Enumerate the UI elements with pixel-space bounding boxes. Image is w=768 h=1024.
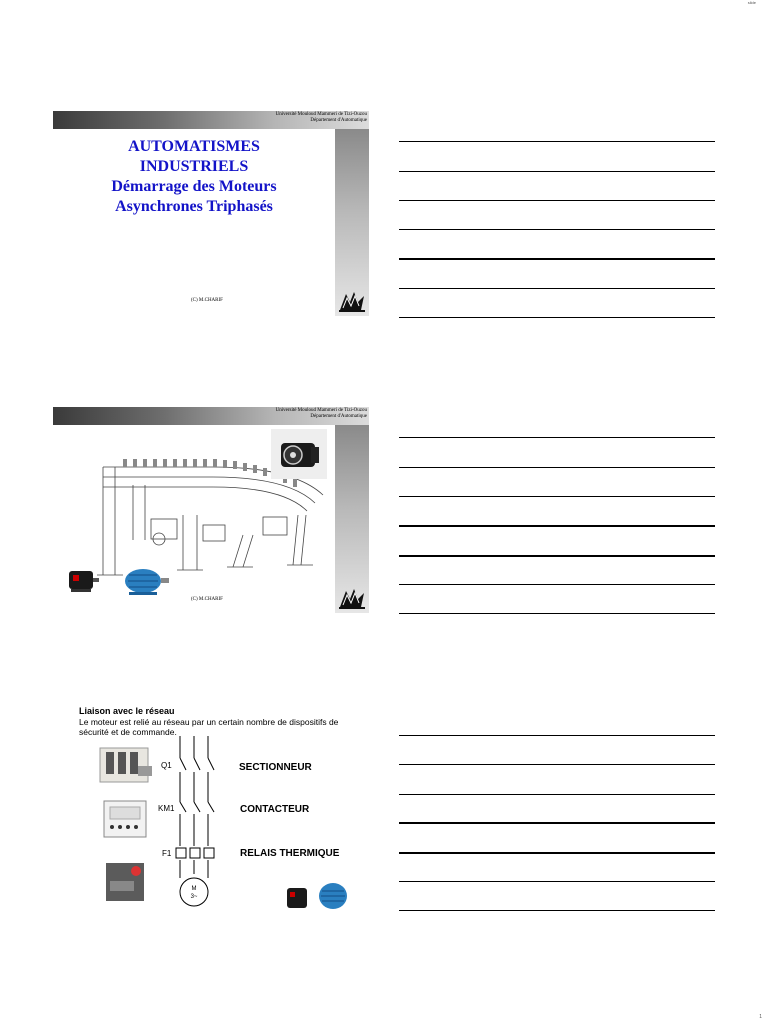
slide-2 — [53, 407, 369, 613]
note-line — [399, 317, 715, 318]
department-name: Département d'Automatique — [310, 118, 367, 123]
subtitle-line-2: Asynchrones Triphasés — [115, 198, 273, 215]
note-line — [399, 881, 715, 882]
slide-header — [53, 111, 369, 129]
slide-credit: (C) M.CHARIF — [191, 597, 223, 602]
tag-q1: Q1 — [161, 761, 172, 770]
contactor-image — [98, 797, 152, 841]
corner-mark: slide — [747, 0, 756, 5]
motor-phase: 3~ — [190, 894, 198, 900]
university-logo-icon — [337, 288, 367, 314]
note-line — [399, 794, 715, 795]
note-line — [399, 764, 715, 765]
slide-credit: (C) M.CHARIF — [191, 298, 223, 303]
note-line — [399, 555, 715, 557]
slide-header — [53, 407, 369, 425]
slide-text: Le moteur est relié au réseau par un certain nombre de dispositifs de sécurité et de commande. — [79, 717, 339, 737]
note-line — [399, 288, 715, 289]
subtitle-line-1: Démarrage des Moteurs — [111, 178, 277, 195]
note-line — [399, 171, 715, 172]
motor-black-image — [65, 565, 101, 595]
note-line — [399, 229, 715, 230]
department-name: Département d'Automatique — [310, 414, 367, 419]
slide-sidebar — [335, 425, 369, 613]
note-line — [399, 910, 715, 911]
note-line — [399, 141, 715, 142]
title-line-2: INDUSTRIELS — [139, 158, 249, 175]
note-line — [399, 525, 715, 527]
university-logo-icon — [337, 585, 367, 611]
motor-black-image — [284, 882, 312, 914]
note-line — [399, 822, 715, 824]
title-line-1: AUTOMATISMES — [128, 138, 260, 155]
label-relais-thermique: RELAIS THERMIQUE — [240, 848, 340, 859]
label-sectionneur: SECTIONNEUR — [239, 762, 312, 773]
motor-letter: M — [191, 886, 197, 892]
thermal-relay-image — [98, 857, 152, 907]
note-line — [399, 852, 715, 854]
slide-1 — [53, 111, 369, 316]
university-name: Université Mouloud Mammeri de Tizi-Ouzou — [275, 408, 367, 413]
page-number: 1 — [759, 1014, 762, 1020]
note-line — [399, 200, 715, 201]
label-contacteur: CONTACTEUR — [240, 804, 310, 815]
slide-sidebar — [335, 129, 369, 316]
note-line — [399, 437, 715, 438]
servo-motor-image — [271, 429, 327, 479]
university-info — [276, 112, 367, 124]
note-line — [399, 735, 715, 736]
slide-heading: Liaison avec le réseau — [79, 706, 175, 716]
university-info — [276, 408, 367, 420]
disconnector-image — [94, 742, 154, 788]
note-line — [399, 584, 715, 585]
motor-blue-image — [119, 565, 173, 597]
motor-blue-image — [316, 879, 350, 913]
note-line — [399, 496, 715, 497]
university-name: Université Mouloud Mammeri de Tizi-Ouzou — [275, 112, 367, 117]
tag-km1: KM1 — [158, 804, 175, 813]
note-line — [399, 258, 715, 260]
slide-title — [53, 137, 335, 217]
note-line — [399, 467, 715, 468]
tag-f1: F1 — [162, 849, 172, 858]
note-line — [399, 613, 715, 614]
